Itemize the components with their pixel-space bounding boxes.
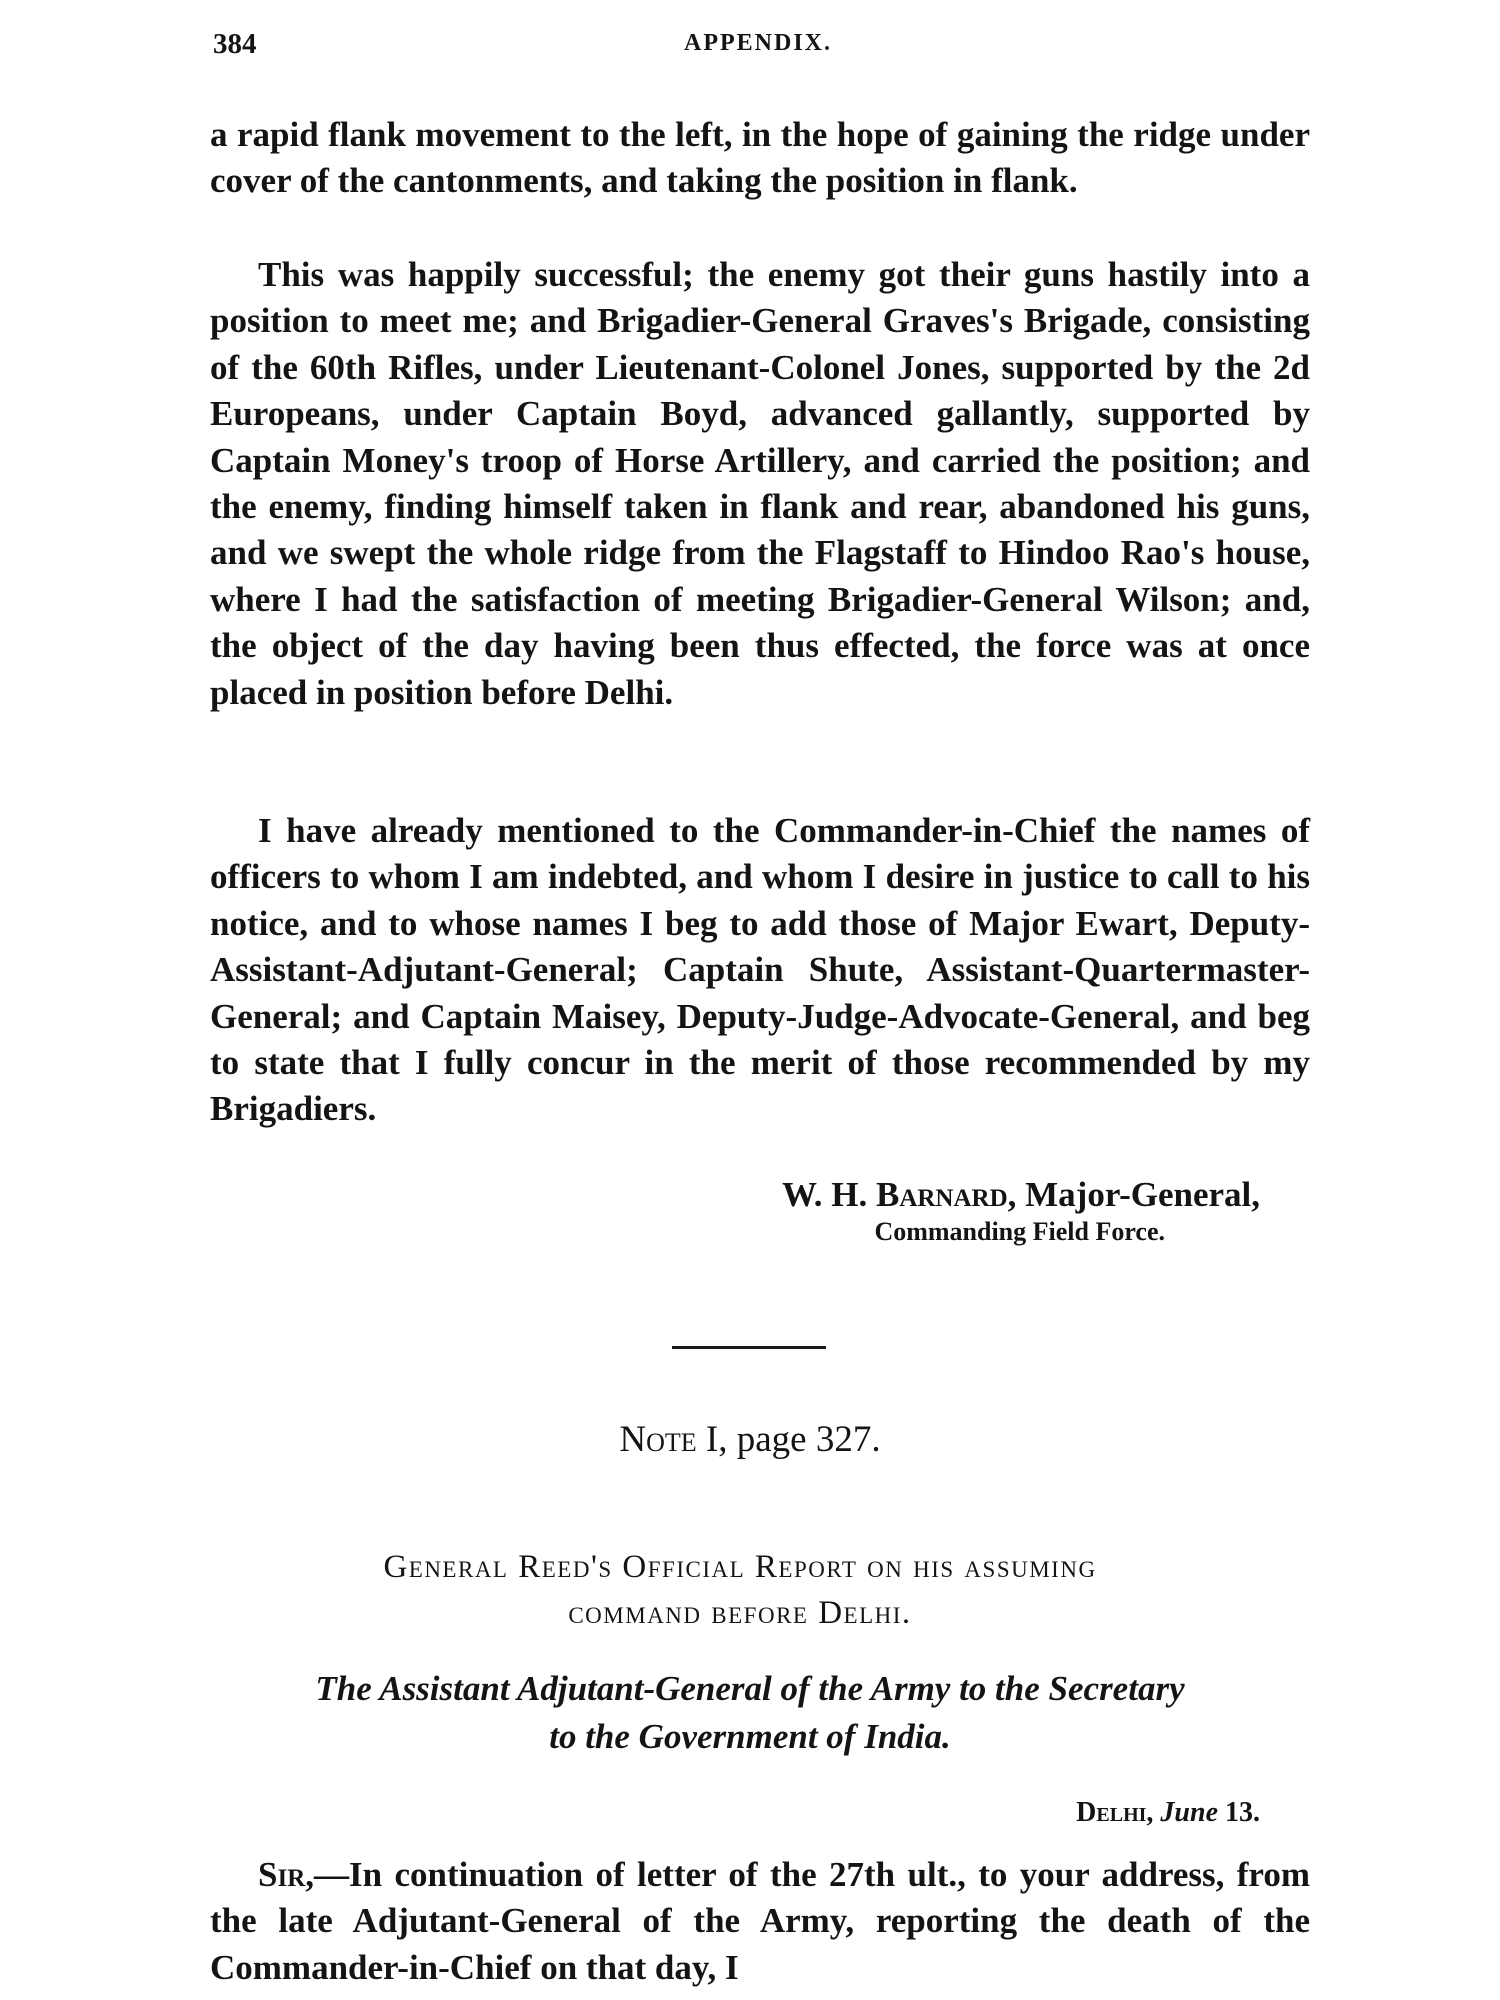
page-header bbox=[213, 28, 1303, 68]
note-heading bbox=[0, 1418, 1500, 1461]
signatory-initials: W. H. bbox=[781, 1175, 868, 1214]
dateline-place: Delhi, bbox=[1076, 1797, 1154, 1828]
dateline bbox=[1076, 1797, 1260, 1829]
dateline-day: 13. bbox=[1225, 1797, 1260, 1828]
report-title bbox=[190, 1544, 1290, 1636]
signatory-surname: Barnard bbox=[875, 1175, 1008, 1214]
letter-salutation: Sir, bbox=[258, 1855, 314, 1894]
page-number: 384 bbox=[213, 28, 257, 60]
signatory-title: Commanding Field Force. bbox=[874, 1217, 1165, 1246]
dateline-month: June bbox=[1160, 1797, 1218, 1828]
letter-text: —In continuation of letter of the 27th ult., to your address, from the late Adjutant-General of the Army, reporting the death of the Commander-in-Chief on that day, I bbox=[210, 1855, 1310, 1987]
signatory-rank: , Major-General, bbox=[1007, 1175, 1260, 1214]
paragraph-battle-account bbox=[210, 252, 1310, 716]
signature-block bbox=[782, 1175, 1260, 1247]
letter-body bbox=[210, 1852, 1310, 1991]
note-reference: I, page 327. bbox=[696, 1419, 881, 1460]
letter-heading-line: to the Government of India. bbox=[549, 1717, 951, 1756]
letter-paragraph bbox=[210, 1852, 1310, 1991]
report-title-line: General Reed's Official Report on his assuming bbox=[383, 1549, 1097, 1585]
paragraph-acknowledgements bbox=[210, 808, 1310, 1133]
signatory-name bbox=[782, 1175, 1260, 1215]
running-head: APPENDIX. bbox=[684, 30, 832, 56]
report-title-line: command before Delhi. bbox=[568, 1595, 912, 1631]
paragraph-continuation bbox=[210, 112, 1310, 205]
note-label: Note bbox=[619, 1419, 697, 1460]
paragraph-text: a rapid flank movement to the left, in the hope of gaining the ridge under cover of the cantonments, and taking the position in flank. bbox=[210, 115, 1310, 201]
paragraph-text: I have already mentioned to the Commander-in-Chief the names of officers to whom I am indebted, and whom I desire in justice to call to his notice, and to whose names I beg to add those of Major Ewart, Deputy-Assistant-Adjutant-General; Captain Shute, Assistant-Quartermaster-General; and Captain Maisey, Deputy-Judge-Advocate-General, and beg to state that I fully concur in the merit of those recommended by my Brigadiers. bbox=[210, 811, 1310, 1129]
letter-heading-line: The Assistant Adjutant-General of the Army to the Secretary bbox=[315, 1669, 1185, 1708]
letter-heading bbox=[190, 1665, 1310, 1761]
section-divider bbox=[672, 1346, 826, 1349]
paragraph-text: This was happily successful; the enemy got their guns hastily into a position to meet me; and Brigadier-General Graves's Brigade, consisting of the 60th Rifles, under Lieutenant-Colonel Jones, supported by the 2d Europeans, under Captain Boyd, advanced gallantly, supported by Captain Money's troop of Horse Artillery, and carried the position; and the enemy, finding himself taken in flank and rear, abandoned his guns, and we swept the whole ridge from the Flagstaff to Hindoo Rao's house, where I had the satisfaction of meeting Brigadier-General Wilson; and, the object of the day having been thus effected, the force was at once placed in position before Delhi. bbox=[210, 255, 1310, 712]
